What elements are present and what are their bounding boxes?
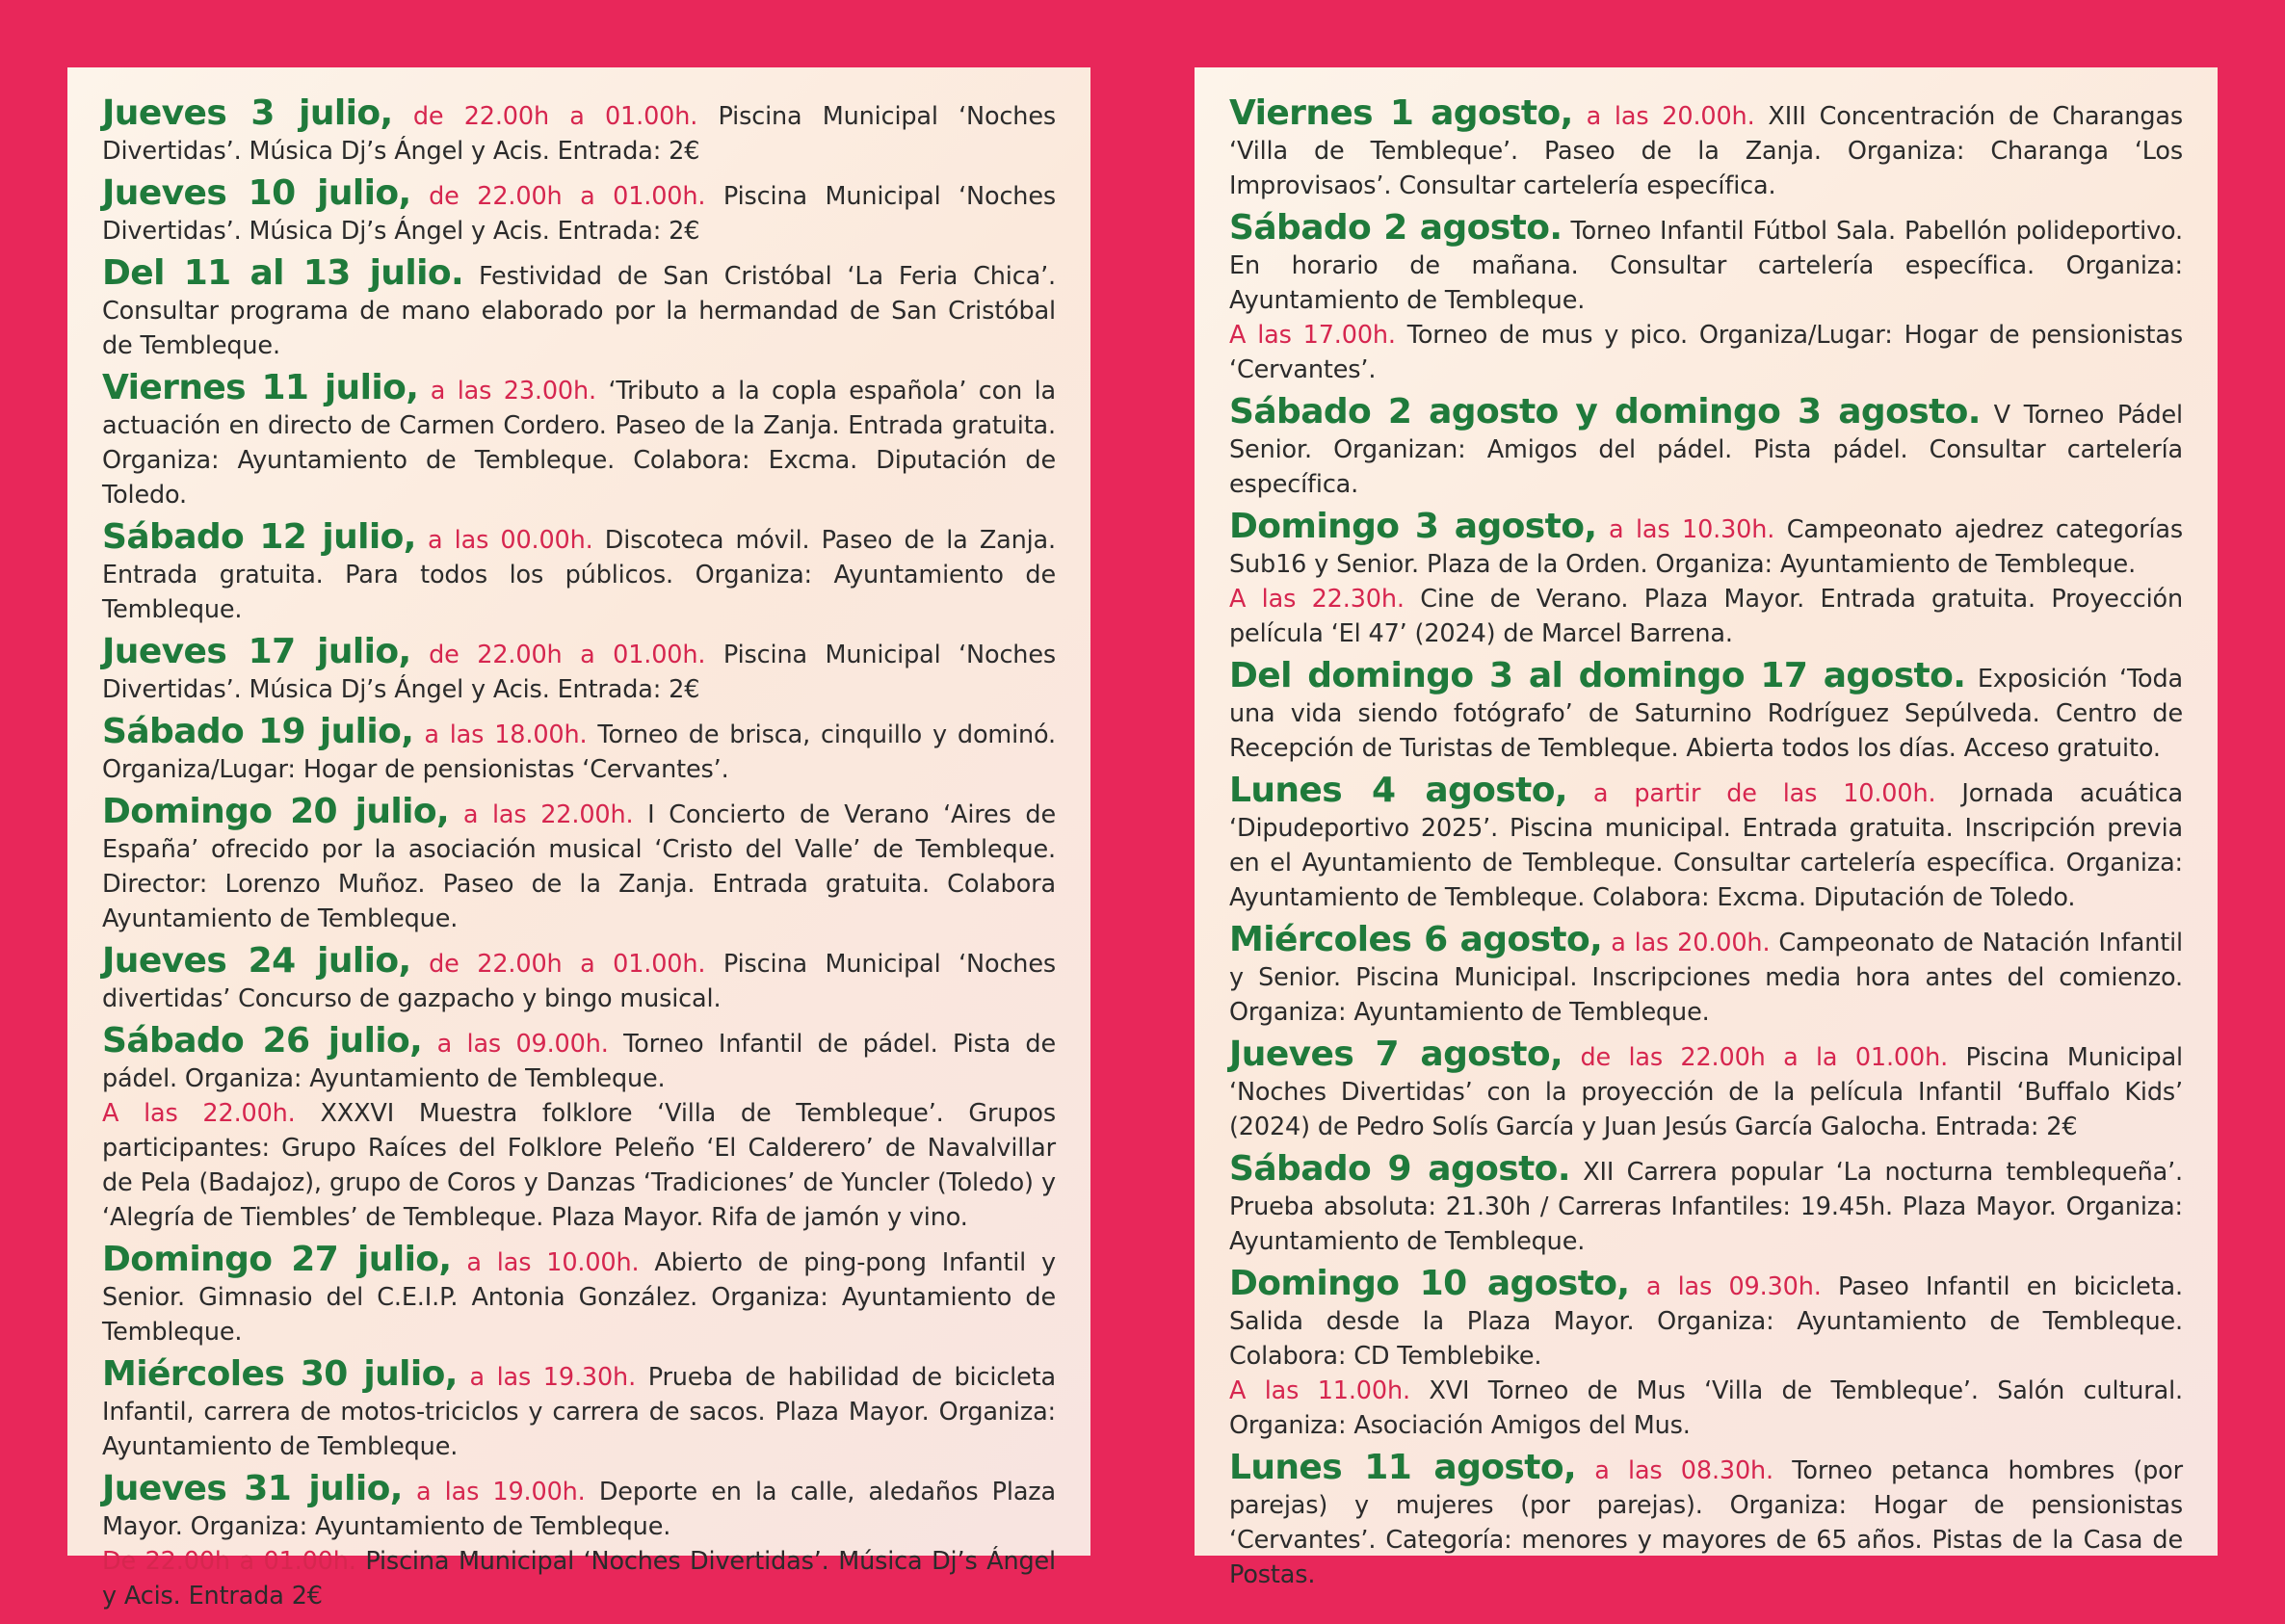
event-time: a las 23.00h. bbox=[430, 377, 596, 406]
event-time: a las 00.00h. bbox=[428, 526, 593, 555]
event-extra-line bbox=[1229, 1374, 2183, 1443]
event-extra-description: Piscina Municipal ‘Noches Divertidas’. Música Dj’s Ángel y Acis. Entrada 2€ bbox=[102, 1547, 1056, 1611]
event-description: XIII Concentración de Charangas ‘Villa de Tembleque’. Paseo de la Zanja. Organiza: Charanga ‘Los Improvisaos’. Consultar cartelería específica. bbox=[1229, 102, 2183, 200]
event-entry bbox=[1229, 392, 2183, 502]
event-time: a las 09.00h. bbox=[436, 1030, 609, 1059]
event-date: Jueves 3 julio, bbox=[102, 93, 393, 133]
event-extra-line bbox=[102, 1544, 1056, 1613]
event-entry bbox=[1229, 920, 2183, 1030]
event-date: Domingo 27 julio, bbox=[102, 1240, 452, 1279]
event-entry bbox=[1229, 1264, 2183, 1443]
event-date: Lunes 11 agosto, bbox=[1229, 1448, 1577, 1487]
event-entry bbox=[102, 1240, 1056, 1349]
event-extra-time: De 22.00h a 01.00h. bbox=[102, 1547, 356, 1576]
event-date: Jueves 31 julio, bbox=[102, 1469, 403, 1508]
event-extra-description: Torneo de mus y pico. Organiza/Lugar: Hogar de pensionistas ‘Cervantes’. bbox=[1229, 321, 2183, 384]
event-time: de las 22.00h a la 01.00h. bbox=[1580, 1043, 1949, 1072]
event-date: Del domingo 3 al domingo 17 agosto. bbox=[1229, 656, 1966, 695]
event-entry bbox=[1229, 1037, 2183, 1144]
event-entry bbox=[102, 368, 1056, 512]
event-time: a las 09.30h. bbox=[1645, 1272, 1822, 1301]
event-extra-line bbox=[1229, 318, 2183, 387]
event-extra-time: A las 11.00h. bbox=[1229, 1376, 1410, 1405]
event-description: ‘Tributo a la copla española’ con la actuación en directo de Carmen Cordero. Paseo de la Zanja. Entrada gratuita. Organiza: Ayuntamiento de Tembleque. Colabora: Excma. Diputación de Toledo. bbox=[102, 377, 1056, 510]
event-entry bbox=[1229, 93, 2183, 203]
event-entry bbox=[102, 93, 1056, 169]
event-entry bbox=[102, 253, 1056, 363]
event-description: Torneo Infantil Fútbol Sala. Pabellón polideportivo. En horario de mañana. Consultar cartelería específica. Organiza: Ayuntamiento de Tembleque. bbox=[1229, 217, 2184, 315]
event-entry bbox=[102, 1354, 1056, 1464]
event-description: Deporte en la calle, aledaños Plaza Mayor. Organiza: Ayuntamiento de Tembleque. bbox=[102, 1478, 1057, 1541]
event-description: Piscina Municipal ‘Noches Divertidas’ con la proyección de la película Infantil ‘Buffalo Kids’ (2024) de Pedro Solís García y Juan Jesús García Galocha. Entrada: 2€ bbox=[1229, 1043, 2183, 1141]
event-extra-time: A las 17.00h. bbox=[1229, 321, 1396, 350]
event-date: Viernes 11 julio, bbox=[102, 368, 419, 407]
event-date: Domingo 3 agosto, bbox=[1229, 507, 1597, 546]
event-entry bbox=[102, 173, 1056, 249]
event-description: Festividad de San Cristóbal ‘La Feria Chica’. Consultar programa de mano elaborado por la hermandad de San Cristóbal de Tembleque. bbox=[102, 262, 1056, 360]
event-description: Prueba de habilidad de bicicleta Infantil, carrera de motos-triciclos y carrera de sacos. Plaza Mayor. Organiza: Ayuntamiento de Tembleque. bbox=[102, 1363, 1056, 1461]
event-date: Lunes 4 agosto, bbox=[1229, 771, 1567, 810]
event-entry bbox=[102, 517, 1056, 627]
event-time: a las 19.30h. bbox=[469, 1363, 637, 1392]
event-entry bbox=[102, 792, 1057, 936]
event-date: Sábado 9 agosto. bbox=[1229, 1149, 1570, 1189]
event-entry bbox=[102, 1469, 1057, 1613]
event-description: Jornada acuática ‘Dipudeportivo 2025’. Piscina municipal. Entrada gratuita. Inscripción previa en el Ayuntamiento de Tembleque. Consultar cartelería específica. Organiza: Ayuntamiento de Tembleque. Colabora: Excma. Diputación de Toledo. bbox=[1229, 779, 2183, 912]
event-entry bbox=[1229, 773, 2183, 915]
event-description: Campeonato de Natación Infantil y Senior. Piscina Municipal. Inscripciones media hora antes del comienzo. Organiza: Ayuntamiento de Tembleque. bbox=[1229, 929, 2183, 1027]
event-extra-description: Cine de Verano. Plaza Mayor. Entrada gratuita. Proyección película ‘El 47’ (2024) de Marcel Barrena. bbox=[1229, 585, 2183, 648]
event-entry bbox=[1229, 1448, 2183, 1592]
event-extra-time: A las 22.00h. bbox=[102, 1099, 296, 1128]
event-time: a las 10.00h. bbox=[466, 1248, 640, 1277]
event-entry bbox=[102, 1021, 1057, 1235]
event-entry bbox=[1229, 507, 2184, 651]
event-time: a partir de las 10.00h. bbox=[1592, 779, 1936, 808]
event-description: V Torneo Pádel Senior. Organizan: Amigos del pádel. Pista pádel. Consultar cartelería específica. bbox=[1229, 401, 2183, 499]
event-extra-description: XXXVI Muestra folklore ‘Villa de Tembleque’. Grupos participantes: Grupo Raíces del Folklore Peleño ‘El Calderero’ de Navalvillar de Pela (Badajoz), grupo de Coros y Danzas ‘Tradiciones’ de Yuncler (Toledo) y ‘Alegría de Tiembles’ de Tembleque. Plaza Mayor. Rifa de jamón y vino. bbox=[102, 1099, 1056, 1232]
event-description: Exposición ‘Toda una vida siendo fotógrafo’ de Saturnino Rodríguez Sepúlveda. Centro de Recepción de Turistas de Tembleque. Abierta todos los días. Acceso gratuito. bbox=[1229, 665, 2183, 763]
event-description: Campeonato ajedrez categorías Sub16 y Senior. Plaza de la Orden. Organiza: Ayuntamiento de Tembleque. bbox=[1229, 515, 2184, 579]
event-date: Domingo 10 agosto, bbox=[1229, 1264, 1630, 1303]
event-time: de 22.00h a 01.00h. bbox=[429, 950, 706, 979]
event-description: Paseo Infantil en bicicleta. Salida desde la Plaza Mayor. Organiza: Ayuntamiento de Tembleque. Colabora: CD Temblebike. bbox=[1229, 1272, 2183, 1371]
event-description: Torneo de brisca, cinquillo y dominó. Organiza/Lugar: Hogar de pensionistas ‘Cervantes’. bbox=[102, 720, 1056, 784]
event-date: Sábado 12 julio, bbox=[102, 517, 416, 557]
event-date: Miércoles 6 agosto, bbox=[1229, 920, 1603, 959]
event-time: a las 18.00h. bbox=[424, 720, 588, 749]
event-description: I Concierto de Verano ‘Aires de España’ ofrecido por la asociación musical ‘Cristo del Valle’ de Tembleque. Director: Lorenzo Muñoz. Paseo de la Zanja. Entrada gratuita. Colabora Ayuntamiento de Tembleque. bbox=[102, 800, 1057, 933]
event-description: Torneo Infantil de pádel. Pista de pádel. Organiza: Ayuntamiento de Tembleque. bbox=[102, 1030, 1057, 1093]
event-date: Domingo 20 julio, bbox=[102, 792, 450, 831]
event-extra-line bbox=[102, 1096, 1056, 1235]
event-description: Torneo petanca hombres (por parejas) y mujeres (por parejas). Organiza: Hogar de pensionistas ‘Cervantes’. Categoría: menores y mayores de 65 años. Pistas de la Casa de Postas. bbox=[1229, 1456, 2183, 1589]
event-time: a las 10.30h. bbox=[1608, 515, 1775, 544]
event-date: Viernes 1 agosto, bbox=[1229, 93, 1573, 133]
event-time: a las 20.00h. bbox=[1611, 929, 1771, 957]
events-column-july bbox=[67, 67, 1090, 1611]
event-date: Jueves 7 agosto, bbox=[1229, 1035, 1563, 1074]
event-description: Discoteca móvil. Paseo de la Zanja. Entrada gratuita. Para todos los públicos. Organiza: Ayuntamiento de Tembleque. bbox=[102, 526, 1056, 624]
event-date: Sábado 2 agosto y domingo 3 agosto. bbox=[1229, 392, 1981, 432]
event-date: Sábado 26 julio, bbox=[102, 1021, 423, 1061]
event-date: Jueves 24 julio, bbox=[102, 941, 411, 981]
event-entry bbox=[102, 712, 1056, 787]
event-time: de 22.00h a 01.00h. bbox=[429, 182, 706, 211]
event-description: Piscina Municipal ‘Noches divertidas’ Concurso de gazpacho y bingo musical. bbox=[102, 950, 1056, 1013]
event-date: Sábado 19 julio, bbox=[102, 712, 414, 751]
events-column-august bbox=[1195, 67, 2218, 1589]
event-entry bbox=[1229, 1149, 2183, 1259]
event-date: Miércoles 30 julio, bbox=[102, 1354, 458, 1394]
event-description: Abierto de ping-pong Infantil y Senior. Gimnasio del C.E.I.P. Antonia González. Organiza: Ayuntamiento de Tembleque. bbox=[102, 1248, 1056, 1347]
event-time: a las 20.00h. bbox=[1586, 102, 1755, 131]
event-extra-description: XVI Torneo de Mus ‘Villa de Tembleque’. Salón cultural. Organiza: Asociación Amigos del Mus. bbox=[1229, 1376, 2183, 1440]
event-date: Jueves 10 julio, bbox=[102, 173, 411, 213]
event-time: a las 19.00h. bbox=[416, 1478, 586, 1506]
event-date: Jueves 17 julio, bbox=[102, 632, 411, 671]
event-extra-time: A las 22.30h. bbox=[1229, 585, 1405, 614]
event-time: a las 22.00h. bbox=[462, 800, 634, 829]
event-time: de 22.00h a 01.00h. bbox=[412, 102, 698, 131]
event-entry bbox=[102, 632, 1056, 707]
event-entry bbox=[1229, 656, 2183, 766]
event-time: a las 08.30h. bbox=[1594, 1456, 1774, 1485]
event-extra-line bbox=[1229, 582, 2183, 651]
event-description: Piscina Municipal ‘Noches Divertidas’. Música Dj’s Ángel y Acis. Entrada: 2€ bbox=[102, 102, 1056, 166]
event-description: XII Carrera popular ‘La nocturna temblequeña’. Prueba absoluta: 21.30h / Carreras Infantiles: 19.45h. Plaza Mayor. Organiza: Ayuntamiento de Tembleque. bbox=[1229, 1158, 2183, 1256]
event-entry bbox=[1229, 208, 2184, 387]
event-date: Del 11 al 13 julio. bbox=[102, 253, 464, 293]
event-description: Piscina Municipal ‘Noches Divertidas’. Música Dj’s Ángel y Acis. Entrada: 2€ bbox=[102, 641, 1056, 704]
event-description: Piscina Municipal ‘Noches Divertidas’. Música Dj’s Ángel y Acis. Entrada: 2€ bbox=[102, 182, 1056, 246]
event-date: Sábado 2 agosto. bbox=[1229, 208, 1563, 248]
event-time: de 22.00h a 01.00h. bbox=[429, 641, 706, 669]
event-entry bbox=[102, 941, 1056, 1016]
